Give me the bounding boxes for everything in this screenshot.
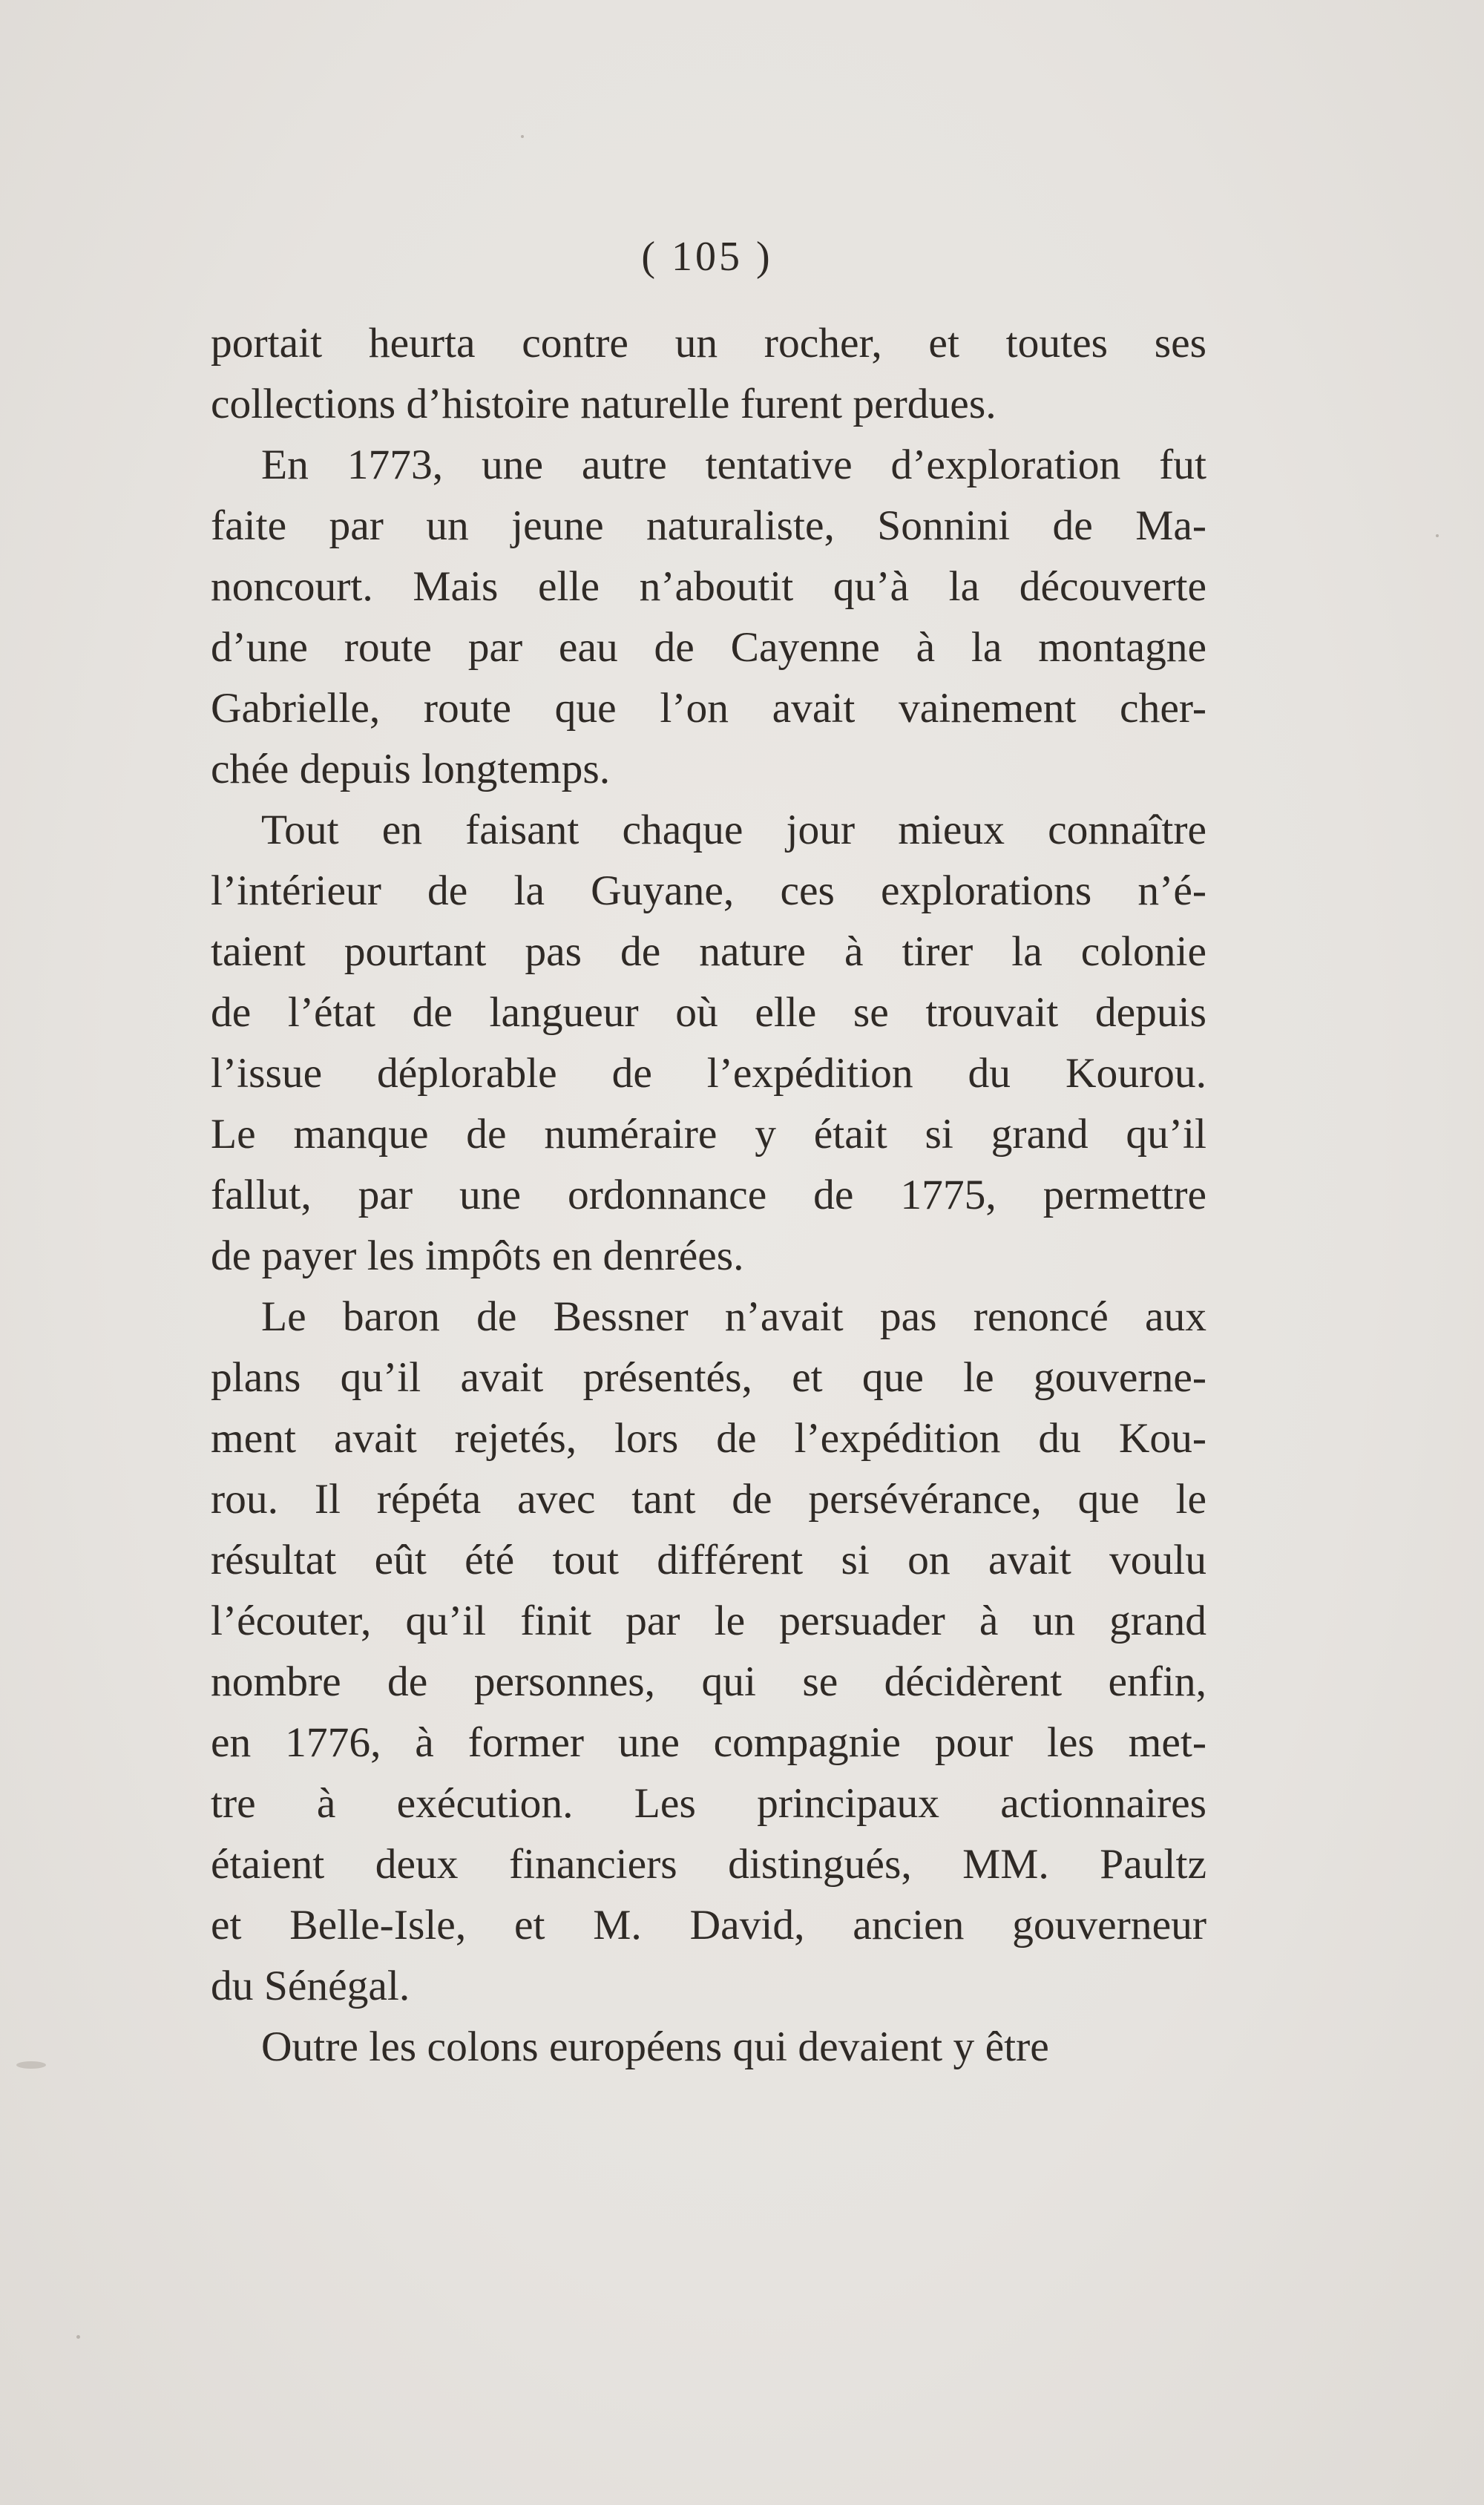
text-line: rou. Il répéta avec tant de persévérance, que le — [211, 1476, 1206, 1523]
text-line: collections d’histoire naturelle furent perdues. — [211, 381, 997, 427]
text-line: Le manque de numéraire y était si grand qu’il — [211, 1111, 1206, 1158]
text-line: portait heurta contre un rocher, et toutes ses — [211, 320, 1206, 367]
text-line: de payer les impôts en denrées. — [211, 1232, 744, 1279]
text-line: étaient deux financiers distingués, MM. Paultz — [211, 1841, 1206, 1888]
text-line: fallut, par une ordonnance de 1775, permettre — [211, 1172, 1206, 1218]
text-line: Le baron de Bessner n’avait pas renoncé aux — [261, 1293, 1206, 1340]
text-line: résultat eût été tout différent si on avait voulu — [211, 1537, 1206, 1583]
text-line: l’issue déplorable de l’expédition du Kourou. — [211, 1050, 1206, 1097]
text-line: chée depuis longtemps. — [211, 746, 611, 792]
text-line: l’intérieur de la Guyane, ces explorations n’é- — [211, 867, 1206, 914]
text-line: l’écouter, qu’il finit par le persuader à un grand — [211, 1598, 1206, 1644]
body-text — [211, 313, 1206, 2078]
text-line: nombre de personnes, qui se décidèrent enfin, — [211, 1658, 1206, 1705]
paper-speck — [16, 2061, 46, 2069]
paper-speck — [1436, 534, 1439, 537]
page-number: ( 105 ) — [641, 234, 773, 280]
text-line: noncourt. Mais elle n’aboutit qu’à la découverte — [211, 563, 1206, 610]
text-line: faite par un jeune naturaliste, Sonnini de Ma- — [211, 502, 1206, 549]
text-line: de l’état de langueur où elle se trouvait depuis — [211, 989, 1206, 1036]
paper-speck — [76, 2335, 80, 2339]
text-line: Tout en faisant chaque jour mieux connaître — [261, 807, 1206, 853]
paper-speck — [521, 135, 524, 138]
text-line: Gabrielle, route que l’on avait vainement cher- — [211, 685, 1206, 732]
text-line: En 1773, une autre tentative d’exploration fut — [261, 441, 1206, 488]
text-line: taient pourtant pas de nature à tirer la colonie — [211, 928, 1206, 975]
text-line: en 1776, à former une compagnie pour les met- — [211, 1719, 1206, 1766]
text-line: du Sénégal. — [211, 1963, 410, 2009]
text-line: Outre les colons européens qui devaient y être — [261, 2023, 1049, 2070]
text-line: tre à exécution. Les principaux actionnaires — [211, 1780, 1206, 1827]
text-line: plans qu’il avait présentés, et que le gouverne- — [211, 1354, 1206, 1401]
text-line: et Belle-Isle, et M. David, ancien gouverneur — [211, 1902, 1206, 1948]
text-line: d’une route par eau de Cayenne à la montagne — [211, 624, 1206, 671]
text-line: ment avait rejetés, lors de l’expédition du Kou- — [211, 1415, 1206, 1462]
